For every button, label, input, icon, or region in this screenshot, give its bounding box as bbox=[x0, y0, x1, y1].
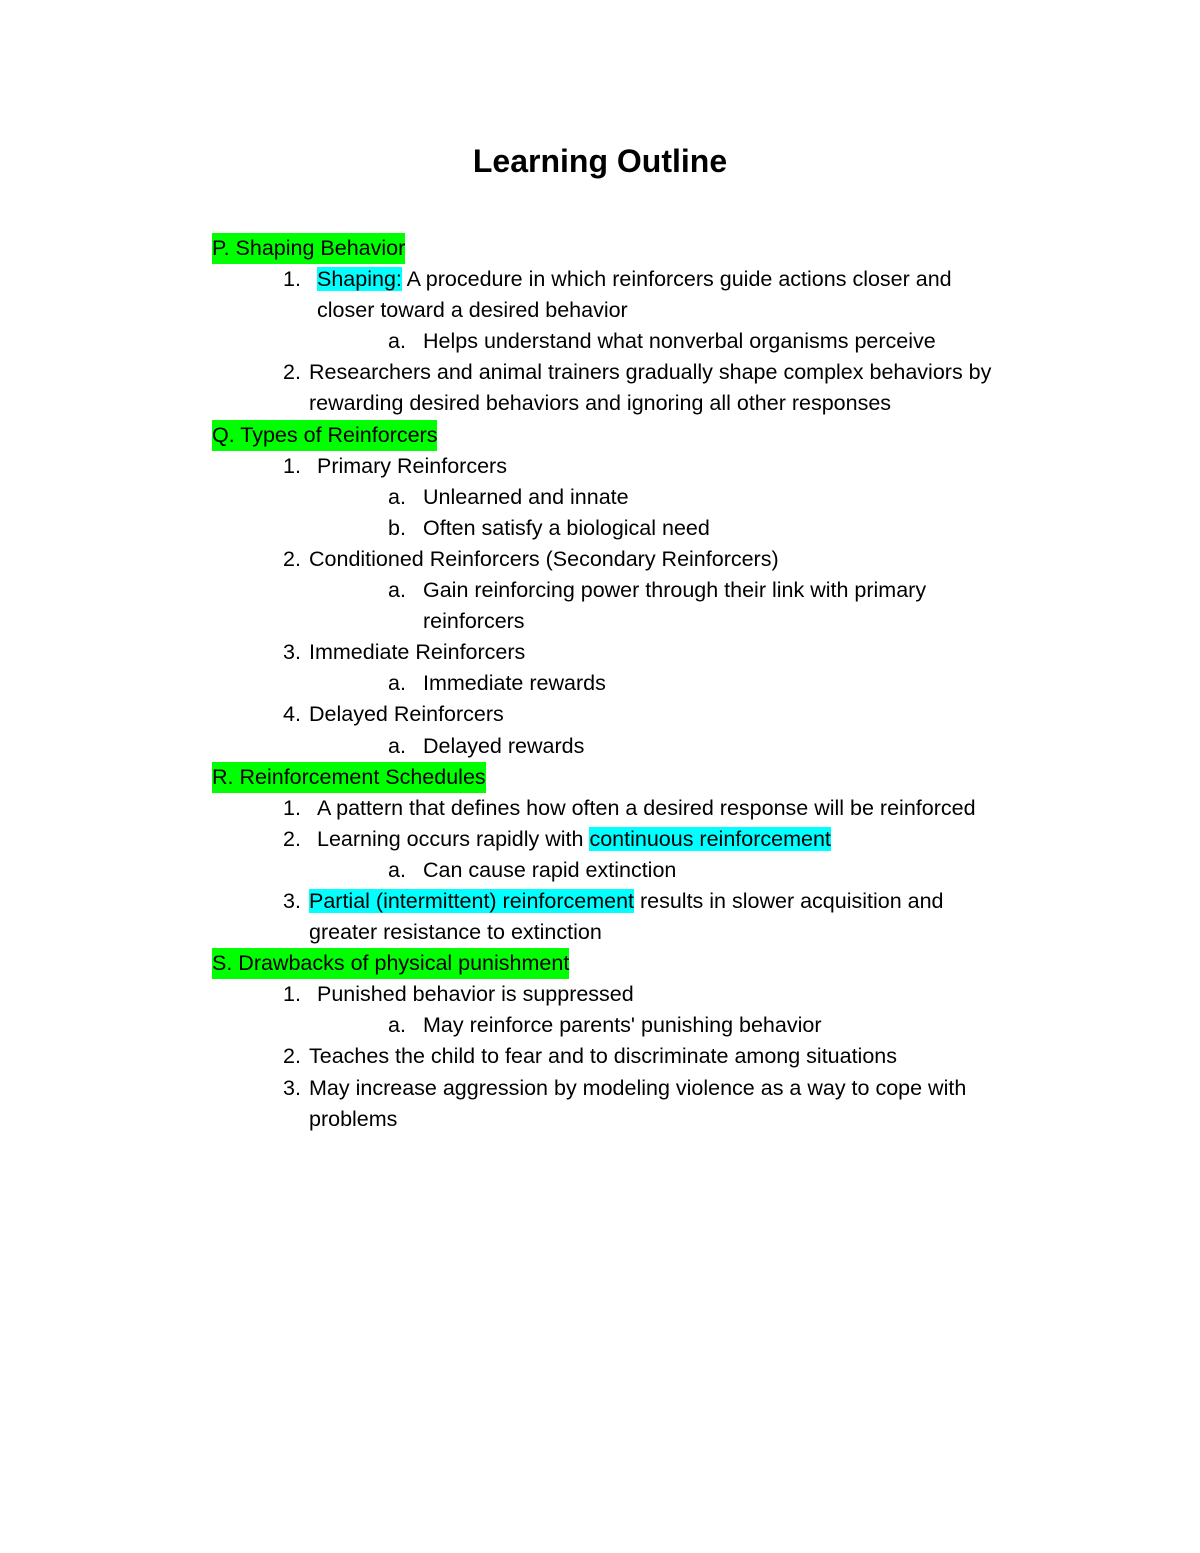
sub-item bbox=[0, 482, 1200, 513]
list-item-continuation bbox=[0, 295, 1200, 326]
item-number: 3. bbox=[283, 888, 301, 913]
item-number: 1. bbox=[283, 982, 301, 1007]
sub-item-text-continued: reinforcers bbox=[423, 609, 525, 634]
item-text-rest: results in slower acquisition and bbox=[634, 888, 944, 913]
item-text: Researchers and animal trainers gradually shape complex behaviors by bbox=[309, 360, 992, 385]
sub-item-text: Can cause rapid extinction bbox=[423, 857, 677, 882]
list-item bbox=[0, 979, 1200, 1010]
sub-item bbox=[0, 326, 1200, 357]
item-number: 2. bbox=[283, 360, 301, 385]
sub-item-text: Often satisfy a biological need bbox=[423, 515, 710, 540]
sub-item-continuation bbox=[0, 606, 1200, 637]
item-number: 1. bbox=[283, 453, 301, 478]
sub-item bbox=[0, 731, 1200, 762]
list-item bbox=[0, 1041, 1200, 1072]
section-heading-line bbox=[0, 233, 1200, 264]
item-text-continued: greater resistance to extinction bbox=[309, 920, 602, 945]
list-item bbox=[0, 264, 1200, 295]
list-item bbox=[0, 451, 1200, 482]
sub-item bbox=[0, 855, 1200, 886]
sub-item bbox=[0, 1010, 1200, 1041]
section-heading: Q. Types of Reinforcers bbox=[212, 420, 437, 451]
list-item bbox=[0, 357, 1200, 388]
sub-item-text: Immediate rewards bbox=[423, 671, 606, 696]
sub-item-text: May reinforce parents' punishing behavior bbox=[423, 1013, 822, 1038]
item-text-continued: rewarding desired behaviors and ignoring all other responses bbox=[309, 391, 892, 416]
sub-item-text: Gain reinforcing power through their link with primary bbox=[423, 578, 927, 603]
item-text: Primary Reinforcers bbox=[317, 453, 507, 478]
item-text-continued: closer toward a desired behavior bbox=[317, 298, 628, 323]
term-highlight: Shaping: bbox=[317, 267, 402, 292]
item-number: 3. bbox=[283, 640, 301, 665]
section-heading: R. Reinforcement Schedules bbox=[212, 762, 486, 793]
item-text: A pattern that defines how often a desired response will be reinforced bbox=[317, 795, 976, 820]
term-highlight: continuous reinforcement bbox=[589, 826, 831, 851]
list-item bbox=[0, 793, 1200, 824]
item-number: 1. bbox=[283, 795, 301, 820]
section-heading: P. Shaping Behavior bbox=[212, 233, 405, 264]
sub-item-letter: b. bbox=[388, 515, 406, 540]
list-item bbox=[0, 699, 1200, 730]
list-item bbox=[0, 886, 1200, 917]
sub-item-letter: a. bbox=[388, 484, 406, 509]
section-heading-line bbox=[0, 762, 1200, 793]
sub-item-text: Delayed rewards bbox=[423, 733, 585, 758]
item-text bbox=[309, 886, 944, 917]
item-number: 2. bbox=[283, 826, 301, 851]
list-item bbox=[0, 544, 1200, 575]
item-text: Punished behavior is suppressed bbox=[317, 982, 634, 1007]
list-item bbox=[0, 1073, 1200, 1104]
item-number: 3. bbox=[283, 1075, 301, 1100]
sub-item bbox=[0, 668, 1200, 699]
sub-item-letter: a. bbox=[388, 733, 406, 758]
sub-item-text: Helps understand what nonverbal organisms perceive bbox=[423, 329, 936, 354]
item-text: May increase aggression by modeling violence as a way to cope with bbox=[309, 1075, 967, 1100]
section-heading: S. Drawbacks of physical punishment bbox=[212, 948, 569, 979]
sub-item-text: Unlearned and innate bbox=[423, 484, 629, 509]
term-highlight: Partial (intermittent) reinforcement bbox=[309, 888, 634, 913]
sub-item-letter: a. bbox=[388, 857, 406, 882]
list-item-continuation bbox=[0, 917, 1200, 948]
item-text-continued: problems bbox=[309, 1106, 398, 1131]
sub-item-letter: a. bbox=[388, 671, 406, 696]
sub-item-letter: a. bbox=[388, 578, 406, 603]
sub-item bbox=[0, 575, 1200, 606]
item-text-lead: Learning occurs rapidly with bbox=[317, 826, 590, 851]
item-number: 4. bbox=[283, 702, 301, 727]
sub-item bbox=[0, 513, 1200, 544]
item-text: Delayed Reinforcers bbox=[309, 702, 504, 727]
item-text: Immediate Reinforcers bbox=[309, 640, 526, 665]
item-text bbox=[317, 824, 831, 855]
sub-item-letter: a. bbox=[388, 1013, 406, 1038]
sub-item-letter: a. bbox=[388, 329, 406, 354]
item-number: 1. bbox=[283, 267, 301, 292]
page-title: Learning Outline bbox=[472, 143, 728, 179]
section-heading-line bbox=[0, 948, 1200, 979]
outline bbox=[0, 233, 1200, 1135]
item-text: Conditioned Reinforcers (Secondary Reinforcers) bbox=[309, 546, 779, 571]
list-item-continuation bbox=[0, 1104, 1200, 1135]
section-heading-line bbox=[0, 420, 1200, 451]
list-item-continuation bbox=[0, 388, 1200, 419]
item-number: 2. bbox=[283, 546, 301, 571]
list-item bbox=[0, 824, 1200, 855]
item-number: 2. bbox=[283, 1044, 301, 1069]
item-text: Teaches the child to fear and to discriminate among situations bbox=[309, 1044, 897, 1069]
list-item bbox=[0, 637, 1200, 668]
item-text bbox=[317, 264, 952, 295]
item-text-rest: A procedure in which reinforcers guide actions closer and bbox=[401, 267, 952, 292]
